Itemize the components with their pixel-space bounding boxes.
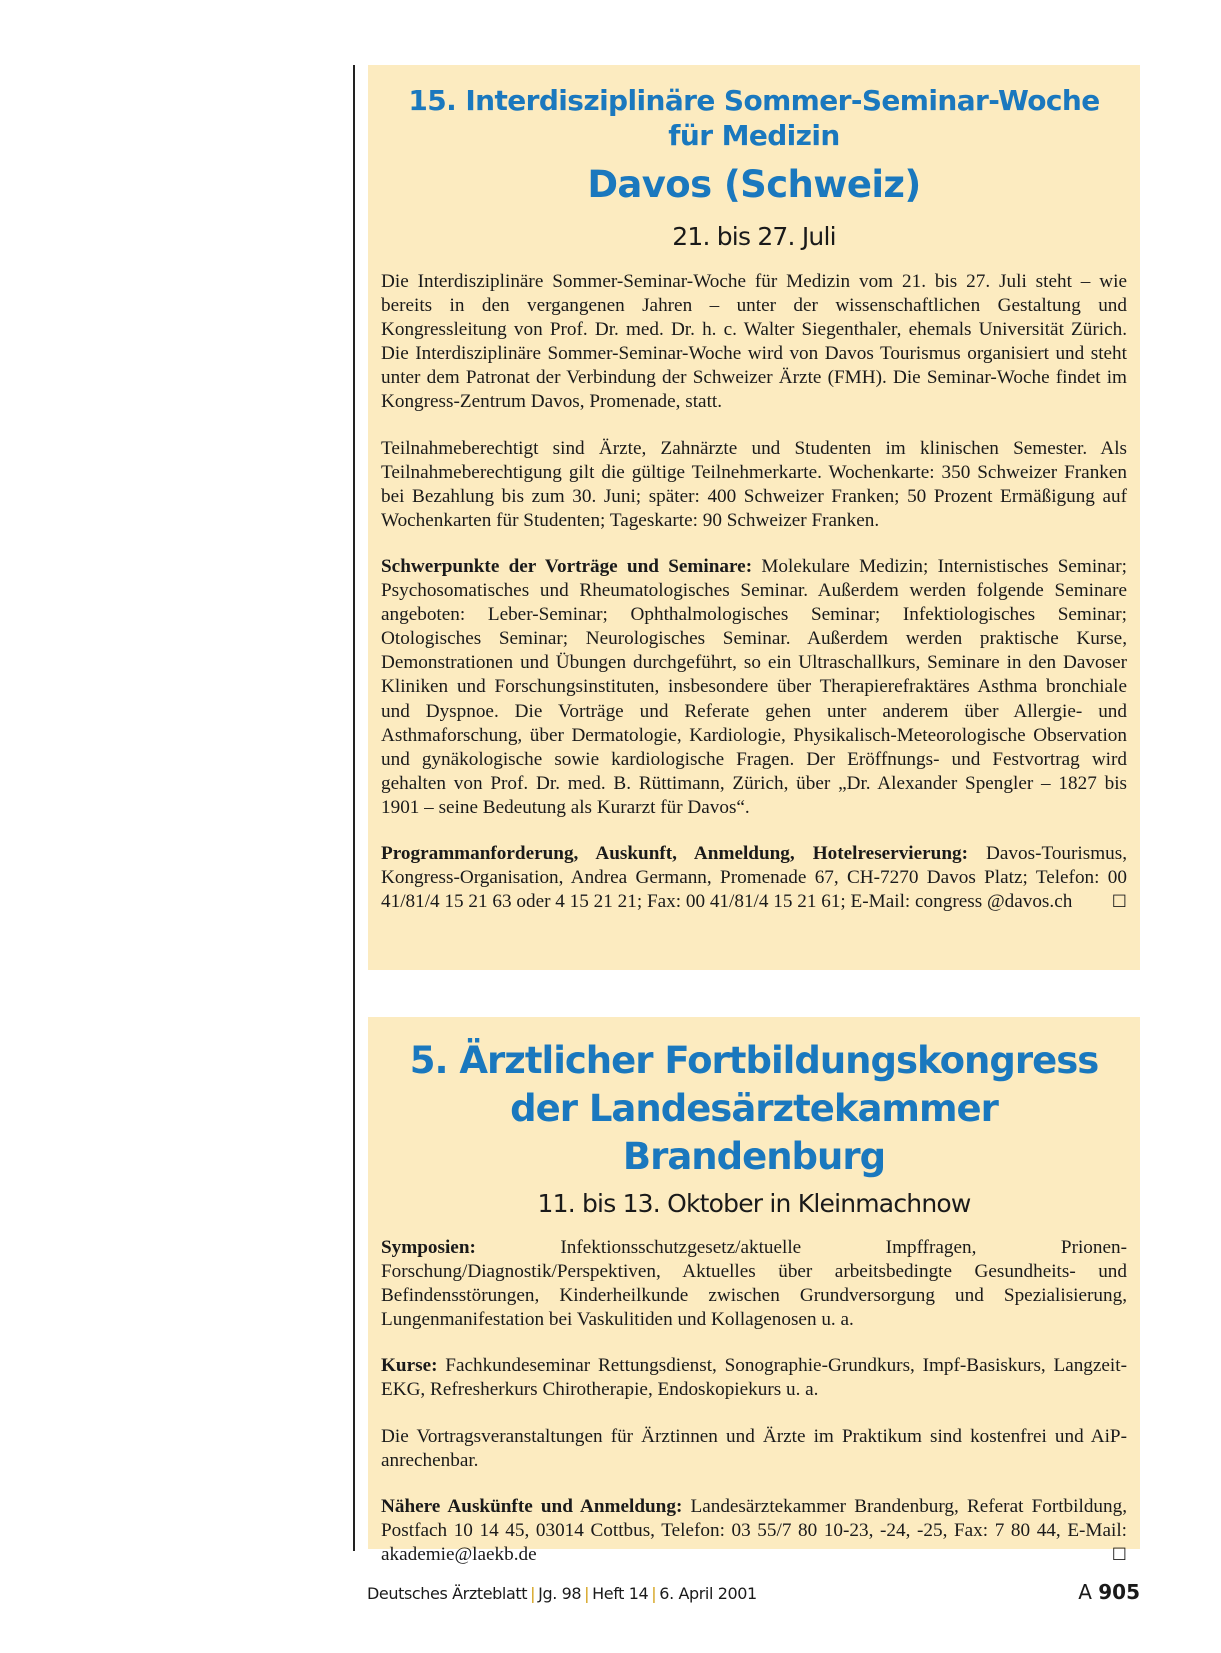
title-line-1: 15. Interdisziplinäre Sommer-Seminar-Woche — [408, 84, 1100, 117]
paragraph-intro: Die Interdisziplinäre Sommer-Seminar-Woche für Medizin vom 21. bis 27. Juli steht – wie bereits in den vergangenen Jahren – unter der wissenschaftlichen Gestaltung und Kongressleitung von Prof. Dr. med. Dr. h. c. Walter Siegenthaler, ehemals Universität Zürich. Die Interdisziplinäre Sommer-Seminar-Woche wird von Davos Tourismus organisiert und steht unter dem Patronat der Verbindung der Schweizer Ärzte (FMH). Die Seminar-Woche findet im Kongress-Zentrum Davos, Promenade, statt. — [381, 271, 1127, 413]
article-davos — [368, 65, 1140, 970]
footer-section: A — [1078, 1580, 1092, 1604]
courses-text: Fachkundeseminar Rettungsdienst, Sonographie-Grundkurs, Impf-Basiskurs, Langzeit-EKG, Refresherkurs Chirotherapie, Endoskopiekurs u. a. — [381, 1355, 1127, 1401]
page-footer — [367, 1580, 1140, 1608]
contact-text: Landesärztekammer Brandenburg, Referat Fortbildung, Postfach 10 14 45, 03014 Cottbus, Telefon: 03 55/7 80 10-23, -24, -25, Fax: 7 80 44, E-Mail: akademie@laekb.de — [381, 1495, 1127, 1565]
paragraph-participation: Teilnahmeberechtigt sind Ärzte, Zahnärzte und Studenten im klinischen Semester. Als Teilnahmeberechtigung gilt die gültige Teilnehmerkarte. Wochenkarte: 350 Schweizer Franken bei Bezahlung bis zum 30. Juni; später: 400 Schweizer Franken; 50 Prozent Ermäßigung auf Wochenkarten für Studenten; Tageskarte: 90 Schweizer Franken. — [381, 437, 1127, 531]
article-location: Davos (Schweiz) — [587, 163, 921, 206]
paragraph-contact — [381, 842, 1127, 914]
footer-citation: Deutsches Ärzteblatt | Jg. 98 | Heft 14 | 6. April 2001 — [367, 1584, 757, 1603]
article-date: 11. bis 13. Oktober in Kleinmachnow — [537, 1189, 971, 1218]
end-mark-icon: ☐ — [1111, 1544, 1127, 1565]
article-brandenburg — [368, 1017, 1140, 1565]
article-title — [381, 83, 1127, 153]
focus-text: Molekulare Medizin; Internistisches Seminar; Psychosomatisches und Rheumatologisches Seminar. Außerdem werden folgende Seminare angeboten: Leber-Seminar; Ophthalmologisches Seminar; Infektiologisches Seminar; Otologisches Seminar; Neurologisches Seminar. Außerdem werden praktische Kurse, Demonstrationen und Übungen durchgeführt, so ein Ultraschallkurs, Seminare in den Davoser Kliniken und Forschungsinstituten, insbesondere über Therapierefraktäres Asthma bronchiale und Dyspnoe. Die Vorträge und Referate gehen unter anderem über Allergie- und Asthmaforschung, über Dermatologie, Kardiologie, Physikalisch-Meteorologische Observation und gynäkologische sowie kardiologische Fragen. Der Eröffnungs- und Festvortrag wird gehalten von Prof. Dr. med. B. Rüttimann, Zürich, über „Dr. Alexander Spengler – 1827 bis 1901 – seine Bedeutung als Kurarzt für Davos“. — [381, 555, 1127, 818]
symposia-text: Infektionsschutzgesetz/aktuelle Impffragen, Prionen-Forschung/Diagnostik/Perspektiven, Aktuelles über arbeitsbedingte Gesundheits- und Befindensstörungen, Kinderheilkunde zwischen Grundversorgung und Spezialisierung, Lungenmanifestation bei Vaskulitiden und Kollagenosen u. a. — [381, 1237, 1127, 1331]
contact-label: Nähere Auskünfte und Anmeldung: — [381, 1495, 683, 1517]
article-title — [381, 1037, 1127, 1181]
paragraph-symposia — [381, 1236, 1127, 1332]
footer-volume: Jg. 98 — [538, 1584, 582, 1603]
article-date: 21. bis 27. Juli — [672, 222, 836, 251]
title-line-2: der Landesärztekammer Brandenburg — [510, 1087, 998, 1178]
title-line-1: 5. Ärztlicher Fortbildungskongress — [409, 1039, 1099, 1082]
contact-label: Programmanforderung, Auskunft, Anmeldung, Hotelreservierung: — [381, 842, 968, 864]
footer-page-number — [1078, 1580, 1140, 1604]
paragraph-courses — [381, 1354, 1127, 1402]
footer-date: 6. April 2001 — [659, 1584, 757, 1603]
footer-journal: Deutsches Ärzteblatt — [367, 1584, 528, 1603]
courses-label: Kurse: — [381, 1355, 438, 1377]
column-rule — [353, 65, 355, 1551]
paragraph-focus — [381, 555, 1127, 820]
symposia-label: Symposien: — [381, 1237, 476, 1258]
footer-issue: Heft 14 — [592, 1584, 649, 1603]
contact-text: Davos-Tourismus, Kongress-Organisation, Andrea Germann, Promenade 67, CH-7270 Davos Platz; Telefon: 00 41/81/4 15 21 63 oder 4 15 21 21; Fax: 00 41/81/4 15 21 61; E-Mail: congress @davos.ch — [381, 842, 1127, 913]
paragraph-contact — [381, 1495, 1127, 1567]
footer-page: 905 — [1098, 1580, 1140, 1604]
focus-label: Schwerpunkte der Vorträge und Seminare: — [381, 555, 753, 577]
end-mark-icon: ☐ — [1111, 892, 1127, 913]
paragraph-aip: Die Vortragsveranstaltungen für Ärztinnen und Ärzte im Praktikum sind kostenfrei und AiP-anrechenbar. — [381, 1425, 1127, 1471]
title-line-2: für Medizin — [668, 119, 840, 152]
